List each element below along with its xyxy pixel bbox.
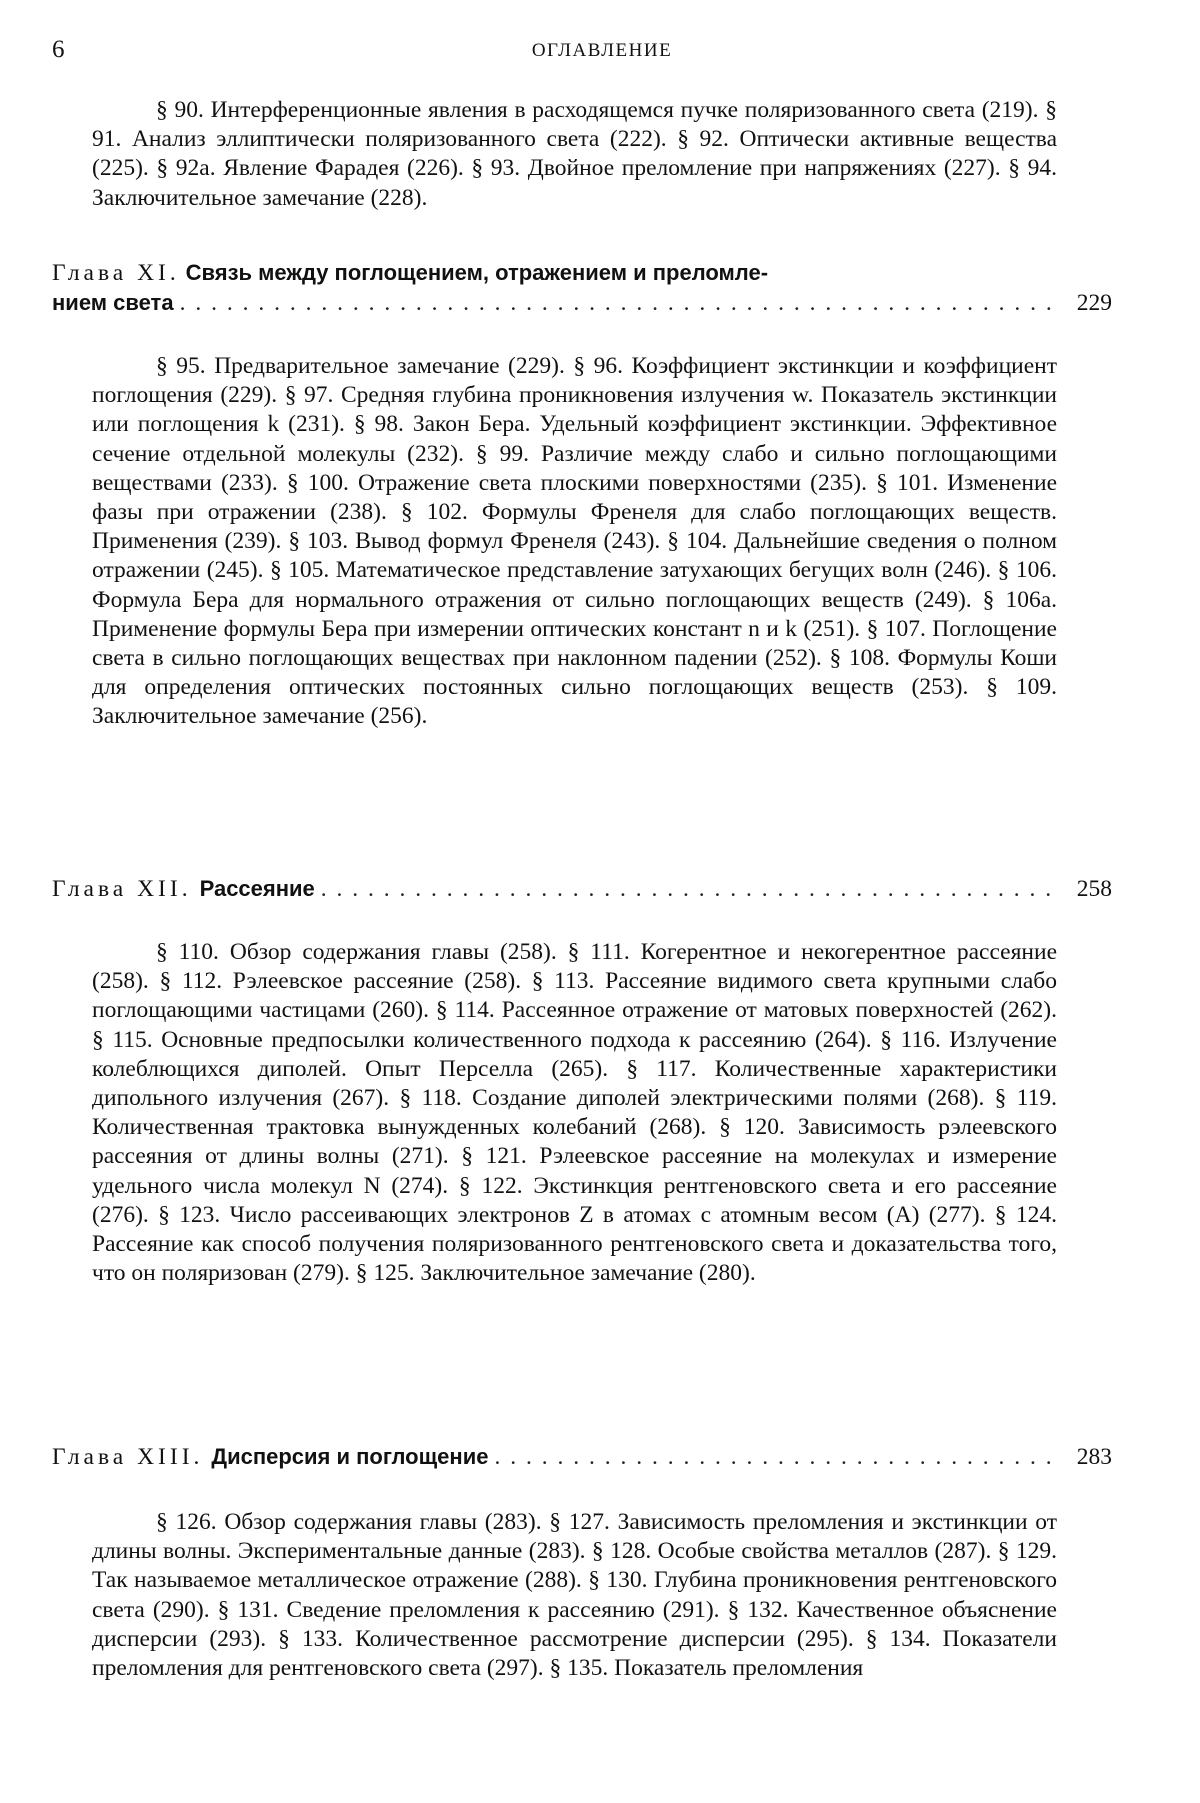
chapter-11-prefix: Глава XI. bbox=[52, 260, 180, 286]
chapter-13-sections: § 126. Обзор содержания главы (283). § 127. Зависимость преломления и экстинкции от длины волны. Экспериментальные данные (283). § 128. Особые свойства металлов (287). § 129. Так называемое металлическое отражение (288). § 130. Глубина проникновения рентгеновского света (290). § 131. Сведение преломления к рассеянию (291). § 132. Качественное объяснение дисперсии (293). § 133. Количественное рассмотрение дисперсии (295). § 134. Показатели преломления для рентгеновского света (297). § 135. Показатель преломления bbox=[92, 1509, 1057, 1682]
dot-leader bbox=[180, 289, 1058, 318]
chapter-12-sections: § 110. Обзор содержания главы (258). § 111. Когерентное и некогерентное рассеяние (258). § 112. Рэлеевское рассеяние (258). § 113. Рассеяние видимого света крупными слабо поглощающими частицами (260). § 114. Рассеянное отражение от матовых поверхностей (262). § 115. Основные предпосылки количественного подхода к рассеянию (264). § 116. Излучение колеблющихся диполей. Опыт Перселла (265). § 117. Количественные характеристики дипольного излучения (267). § 118. Создание диполей электрическими полями (268). § 119. Количественная трактовка вынужденных колебаний (268). § 120. Зависимость рэлеевского рассеяния от длины волны (271). § 121. Рэлеевское рассеяние на молекулах и измерение удельного числа молекул N (274). § 122. Экстинкция рентгеновского света и его рассеяние (276). § 123. Число рассеивающих электронов Z в атомах с атомным весом (A) (277). § 124. Рассеяние как способ получения поляризованного рентгеновского света и доказательства того, что он поляризован (279). § 125. Заключительное замечание (280). bbox=[92, 939, 1057, 1287]
chapter-11-title-part2: нием света bbox=[52, 290, 174, 316]
chapter-11-page: 229 bbox=[1076, 290, 1112, 317]
chapter-11-entry bbox=[52, 258, 1112, 318]
running-title: ОГЛАВЛЕНИЕ bbox=[531, 40, 673, 61]
chapter-12-title-line bbox=[52, 874, 1112, 904]
dot-leader bbox=[494, 1443, 1058, 1472]
chapter-13-page: 283 bbox=[1076, 1444, 1112, 1470]
page-header bbox=[52, 36, 1152, 72]
page-number: 6 bbox=[52, 36, 65, 63]
chapter-12-title: Рассеяние bbox=[199, 876, 315, 901]
chapter-12-page: 258 bbox=[1076, 876, 1112, 902]
chapter-11-title-line2 bbox=[52, 288, 1112, 318]
chapter-12-entry bbox=[52, 874, 1112, 904]
continuation-sections: § 90. Интерференционные явления в расходящемся пучке поляризованного света (219). § 91. Анализ эллиптически поляризованного света (222). § 92. Оптически активные вещества (225). § 92а. Явление Фарадея (226). § 93. Двойное преломление при напряжениях (227). § 94. Заключительное замечание (228). bbox=[92, 97, 1057, 211]
chapter-11-sections: § 95. Предварительное замечание (229). § 96. Коэффициент экстинкции и коэффициент поглощения (229). § 97. Средняя глубина проникновения излучения w. Показатель экстинкции или поглощения k (231). § 98. Закон Бера. Удельный коэффициент экстинкции. Эффективное сечение отдельной молекулы (232). § 99. Различие между слабо и сильно поглощающими веществами (233). § 100. Отражение света плоскими поверхностями (235). § 101. Изменение фазы при отражении (238). § 102. Формулы Френеля для слабо поглощающих веществ. Применения (239). § 103. Вывод формул Френеля (243). § 104. Дальнейшие сведения о полном отражении (245). § 105. Математическое представление затухающих бегущих волн (246). § 106. Формула Бера для нормального отражения от сильно поглощающих веществ (249). § 106а. Применение формулы Бера при измерении оптических констант n и k (251). § 107. Поглощение света в сильно поглощающих веществах при наклонном падении (252). § 108. Формулы Коши для определения оптических постоянных сильно поглощающих веществ (253). § 109. Заключительное замечание (256). bbox=[92, 353, 1057, 730]
chapter-13-title: Дисперсия и поглощение bbox=[211, 1444, 489, 1469]
chapter-12-prefix: Глава XII. bbox=[52, 876, 192, 902]
chapter-13-entry bbox=[52, 1442, 1112, 1472]
chapter-11-title-line1 bbox=[52, 258, 1057, 288]
chapter-13-prefix: Глава XIII. bbox=[52, 1444, 204, 1470]
chapter-13-title-line bbox=[52, 1442, 1112, 1472]
dot-leader bbox=[321, 875, 1058, 904]
chapter-11-title-part1: Связь между поглощением, отражением и преломле- bbox=[185, 260, 769, 285]
